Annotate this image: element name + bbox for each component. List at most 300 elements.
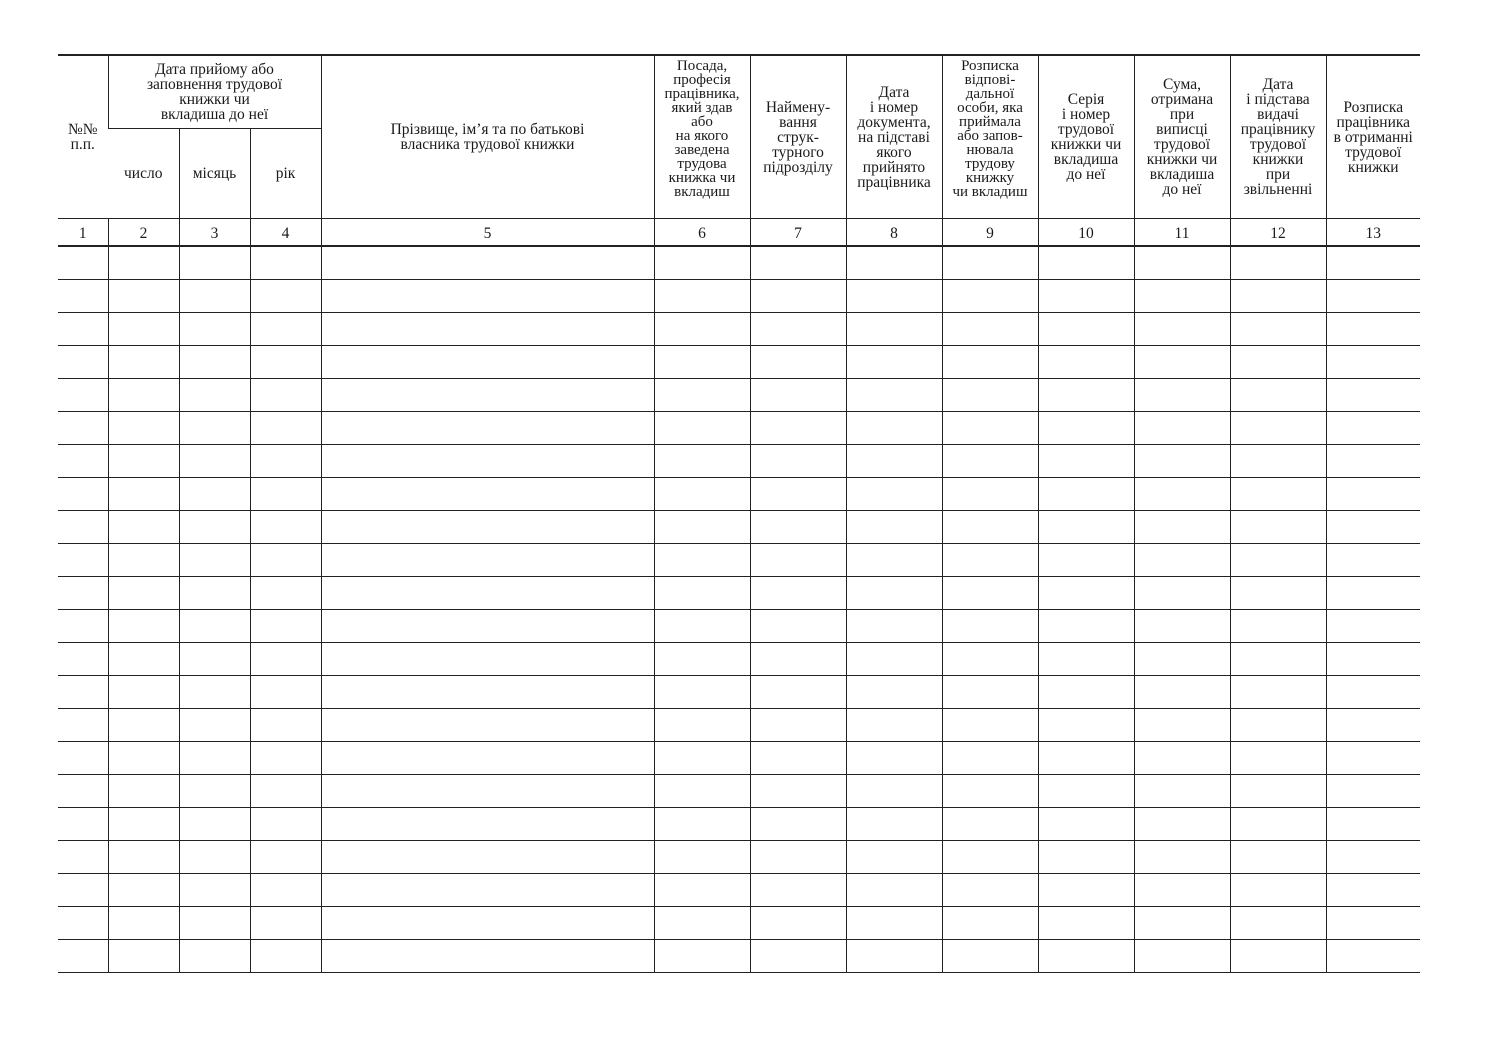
table-cell[interactable] [1038, 709, 1134, 742]
table-cell[interactable] [654, 511, 750, 544]
table-cell[interactable] [58, 544, 108, 577]
table-cell[interactable] [321, 280, 654, 313]
table-cell[interactable] [654, 676, 750, 709]
table-cell[interactable] [942, 511, 1038, 544]
table-cell[interactable] [846, 841, 942, 874]
table-cell[interactable] [108, 841, 179, 874]
table-cell[interactable] [1038, 445, 1134, 478]
table-cell[interactable] [1134, 907, 1230, 940]
table-cell[interactable] [250, 742, 321, 775]
table-cell[interactable] [654, 544, 750, 577]
table-cell[interactable] [942, 940, 1038, 973]
table-cell[interactable] [1134, 676, 1230, 709]
table-row [58, 313, 1420, 346]
table-cell[interactable] [1134, 544, 1230, 577]
table-cell[interactable] [942, 742, 1038, 775]
table-cell[interactable] [1134, 412, 1230, 445]
table-cell[interactable] [1134, 511, 1230, 544]
table-cell[interactable] [179, 246, 250, 280]
table-cell[interactable] [1230, 940, 1326, 973]
table-cell[interactable] [250, 907, 321, 940]
table-cell[interactable] [1326, 313, 1420, 346]
table-cell[interactable] [321, 246, 654, 280]
table-cell[interactable] [58, 940, 108, 973]
table-cell[interactable] [1326, 610, 1420, 643]
table-cell[interactable] [321, 412, 654, 445]
table-cell[interactable] [942, 577, 1038, 610]
table-cell[interactable] [750, 511, 846, 544]
table-cell[interactable] [1038, 808, 1134, 841]
table-cell[interactable] [1230, 412, 1326, 445]
table-cell[interactable] [654, 313, 750, 346]
table-cell[interactable] [179, 940, 250, 973]
table-cell[interactable] [321, 742, 654, 775]
table-row [58, 246, 1420, 280]
table-cell[interactable] [321, 676, 654, 709]
table-cell[interactable] [250, 610, 321, 643]
table-cell[interactable] [750, 412, 846, 445]
table-cell[interactable] [942, 313, 1038, 346]
table-cell[interactable] [250, 841, 321, 874]
table-cell[interactable] [750, 643, 846, 676]
table-cell[interactable] [108, 313, 179, 346]
table-cell[interactable] [1038, 544, 1134, 577]
table-cell[interactable] [942, 709, 1038, 742]
table-cell[interactable] [250, 874, 321, 907]
column-number: 9 [942, 219, 1038, 247]
table-cell[interactable] [1230, 907, 1326, 940]
table-cell[interactable] [179, 412, 250, 445]
table-cell[interactable] [654, 445, 750, 478]
table-cell[interactable] [654, 478, 750, 511]
table-cell[interactable] [1038, 643, 1134, 676]
table-cell[interactable] [1134, 577, 1230, 610]
table-cell[interactable] [179, 445, 250, 478]
table-cell[interactable] [179, 346, 250, 379]
table-cell[interactable] [1134, 379, 1230, 412]
table-cell[interactable] [654, 742, 750, 775]
table-cell[interactable] [58, 709, 108, 742]
table-cell[interactable] [1326, 445, 1420, 478]
table-cell[interactable] [942, 643, 1038, 676]
table-cell[interactable] [108, 544, 179, 577]
table-cell[interactable] [846, 742, 942, 775]
table-cell[interactable] [58, 610, 108, 643]
table-cell[interactable] [1038, 280, 1134, 313]
table-cell[interactable] [108, 709, 179, 742]
table-cell[interactable] [250, 478, 321, 511]
table-cell[interactable] [58, 445, 108, 478]
table-cell[interactable] [846, 610, 942, 643]
table-cell[interactable] [1230, 577, 1326, 610]
table-cell[interactable] [108, 478, 179, 511]
table-cell[interactable] [1038, 511, 1134, 544]
table-cell[interactable] [1134, 874, 1230, 907]
table-cell[interactable] [1326, 478, 1420, 511]
table-cell[interactable] [250, 544, 321, 577]
table-cell[interactable] [250, 246, 321, 280]
table-cell[interactable] [750, 676, 846, 709]
table-row [58, 940, 1420, 973]
table-cell[interactable] [1038, 841, 1134, 874]
table-cell[interactable] [321, 511, 654, 544]
table-cell[interactable] [1134, 313, 1230, 346]
table-cell[interactable] [1038, 313, 1134, 346]
table-cell[interactable] [58, 246, 108, 280]
table-cell[interactable] [108, 940, 179, 973]
table-cell[interactable] [1326, 379, 1420, 412]
table-cell[interactable] [250, 940, 321, 973]
table-cell[interactable] [1326, 246, 1420, 280]
table-cell[interactable] [108, 742, 179, 775]
table-cell[interactable] [179, 511, 250, 544]
table-cell[interactable] [321, 610, 654, 643]
table-cell[interactable] [108, 412, 179, 445]
table-cell[interactable] [750, 808, 846, 841]
table-cell[interactable] [1230, 313, 1326, 346]
table-cell[interactable] [1134, 841, 1230, 874]
table-cell[interactable] [58, 907, 108, 940]
table-cell[interactable] [250, 346, 321, 379]
table-cell[interactable] [321, 379, 654, 412]
table-cell[interactable] [1230, 478, 1326, 511]
table-cell[interactable] [846, 874, 942, 907]
table-cell[interactable] [1326, 280, 1420, 313]
table-cell[interactable] [179, 610, 250, 643]
table-cell[interactable] [179, 577, 250, 610]
table-cell[interactable] [846, 511, 942, 544]
table-cell[interactable] [250, 511, 321, 544]
table-cell[interactable] [942, 478, 1038, 511]
table-cell[interactable] [1038, 742, 1134, 775]
table-cell[interactable] [250, 643, 321, 676]
table-cell[interactable] [1038, 346, 1134, 379]
table-cell[interactable] [58, 478, 108, 511]
table-cell[interactable] [179, 676, 250, 709]
table-cell[interactable] [750, 742, 846, 775]
table-cell[interactable] [250, 577, 321, 610]
table-cell[interactable] [108, 907, 179, 940]
table-cell[interactable] [750, 280, 846, 313]
table-cell[interactable] [1038, 478, 1134, 511]
table-cell[interactable] [1326, 577, 1420, 610]
table-cell[interactable] [846, 412, 942, 445]
table-cell[interactable] [179, 808, 250, 841]
table-cell[interactable] [1134, 445, 1230, 478]
table-cell[interactable] [1230, 610, 1326, 643]
table-cell[interactable] [1230, 379, 1326, 412]
table-cell[interactable] [179, 709, 250, 742]
column-number-row [58, 219, 1420, 247]
table-cell[interactable] [750, 907, 846, 940]
table-cell[interactable] [1134, 808, 1230, 841]
table-cell[interactable] [321, 643, 654, 676]
table-cell[interactable] [750, 841, 846, 874]
table-cell[interactable] [1326, 643, 1420, 676]
table-cell[interactable] [846, 775, 942, 808]
table-cell[interactable] [179, 544, 250, 577]
table-cell[interactable] [846, 643, 942, 676]
table-cell[interactable] [942, 445, 1038, 478]
table-cell[interactable] [1038, 379, 1134, 412]
table-cell[interactable] [108, 577, 179, 610]
table-cell[interactable] [654, 940, 750, 973]
col-year-header: рік [250, 129, 321, 219]
table-cell[interactable] [846, 544, 942, 577]
table-cell[interactable] [942, 841, 1038, 874]
table-cell[interactable] [321, 907, 654, 940]
table-cell[interactable] [1134, 742, 1230, 775]
table-cell[interactable] [654, 775, 750, 808]
table-cell[interactable] [750, 544, 846, 577]
table-cell[interactable] [1038, 676, 1134, 709]
table-cell[interactable] [58, 511, 108, 544]
table-cell[interactable] [1230, 280, 1326, 313]
table-cell[interactable] [1326, 742, 1420, 775]
table-cell[interactable] [179, 874, 250, 907]
table-cell[interactable] [750, 478, 846, 511]
table-cell[interactable] [750, 610, 846, 643]
table-cell[interactable] [942, 412, 1038, 445]
table-cell[interactable] [750, 246, 846, 280]
table-cell[interactable] [846, 940, 942, 973]
table-cell[interactable] [108, 643, 179, 676]
table-cell[interactable] [250, 676, 321, 709]
table-cell[interactable] [1230, 346, 1326, 379]
table-cell[interactable] [58, 808, 108, 841]
table-cell[interactable] [654, 808, 750, 841]
table-cell[interactable] [846, 709, 942, 742]
table-cell[interactable] [1230, 841, 1326, 874]
table-cell[interactable] [846, 346, 942, 379]
table-cell[interactable] [846, 478, 942, 511]
table-cell[interactable] [1326, 544, 1420, 577]
table-cell[interactable] [846, 676, 942, 709]
table-cell[interactable] [1326, 808, 1420, 841]
table-cell[interactable] [58, 379, 108, 412]
column-number: 4 [250, 219, 321, 247]
table-cell[interactable] [321, 346, 654, 379]
table-cell[interactable] [321, 841, 654, 874]
table-cell[interactable] [654, 841, 750, 874]
table-row [58, 643, 1420, 676]
table-cell[interactable] [846, 246, 942, 280]
table-cell[interactable] [321, 709, 654, 742]
table-cell[interactable] [179, 907, 250, 940]
table-cell[interactable] [108, 346, 179, 379]
table-cell[interactable] [1230, 808, 1326, 841]
table-cell[interactable] [321, 478, 654, 511]
col-number-header: №№ п.п. [58, 55, 108, 219]
table-cell[interactable] [942, 610, 1038, 643]
table-cell[interactable] [108, 280, 179, 313]
table-cell[interactable] [179, 841, 250, 874]
table-cell[interactable] [750, 445, 846, 478]
table-cell[interactable] [750, 379, 846, 412]
table-cell[interactable] [250, 709, 321, 742]
table-cell[interactable] [1038, 907, 1134, 940]
table-cell[interactable] [846, 379, 942, 412]
table-cell[interactable] [654, 709, 750, 742]
table-cell[interactable] [942, 808, 1038, 841]
table-cell[interactable] [750, 940, 846, 973]
table-cell[interactable] [179, 379, 250, 412]
table-cell[interactable] [750, 775, 846, 808]
table-cell[interactable] [1134, 246, 1230, 280]
table-cell[interactable] [1134, 610, 1230, 643]
table-cell[interactable] [846, 313, 942, 346]
table-cell[interactable] [1230, 742, 1326, 775]
table-cell[interactable] [108, 445, 179, 478]
table-cell[interactable] [1134, 478, 1230, 511]
table-cell[interactable] [1326, 874, 1420, 907]
table-cell[interactable] [321, 940, 654, 973]
table-cell[interactable] [108, 775, 179, 808]
table-cell[interactable] [942, 676, 1038, 709]
table-cell[interactable] [750, 709, 846, 742]
table-cell[interactable] [1326, 775, 1420, 808]
table-cell[interactable] [108, 874, 179, 907]
table-cell[interactable] [1038, 940, 1134, 973]
table-cell[interactable] [1326, 907, 1420, 940]
table-cell[interactable] [58, 676, 108, 709]
table-cell[interactable] [1134, 940, 1230, 973]
table-cell[interactable] [321, 544, 654, 577]
table-cell[interactable] [1134, 280, 1230, 313]
table-cell[interactable] [654, 610, 750, 643]
table-cell[interactable] [58, 841, 108, 874]
column-number: 1 [58, 219, 108, 247]
table-cell[interactable] [58, 412, 108, 445]
table-cell[interactable] [1038, 775, 1134, 808]
table-cell[interactable] [250, 445, 321, 478]
table-cell[interactable] [654, 874, 750, 907]
table-cell[interactable] [1230, 445, 1326, 478]
table-cell[interactable] [108, 511, 179, 544]
table-cell[interactable] [654, 346, 750, 379]
table-cell[interactable] [179, 775, 250, 808]
table-cell[interactable] [750, 874, 846, 907]
table-cell[interactable] [750, 346, 846, 379]
table-cell[interactable] [1230, 874, 1326, 907]
table-cell[interactable] [1326, 676, 1420, 709]
table-cell[interactable] [179, 742, 250, 775]
table-cell[interactable] [1230, 511, 1326, 544]
table-row [58, 412, 1420, 445]
table-cell[interactable] [846, 808, 942, 841]
table-cell[interactable] [942, 379, 1038, 412]
table-cell[interactable] [654, 412, 750, 445]
table-cell[interactable] [1326, 346, 1420, 379]
table-cell[interactable] [846, 577, 942, 610]
table-cell[interactable] [846, 907, 942, 940]
table-cell[interactable] [1230, 676, 1326, 709]
table-cell[interactable] [846, 280, 942, 313]
table-cell[interactable] [179, 280, 250, 313]
table-cell[interactable] [750, 577, 846, 610]
table-cell[interactable] [654, 907, 750, 940]
table-cell[interactable] [1230, 775, 1326, 808]
table-cell[interactable] [1326, 511, 1420, 544]
table-cell[interactable] [654, 280, 750, 313]
table-cell[interactable] [250, 775, 321, 808]
table-cell[interactable] [1134, 775, 1230, 808]
table-cell[interactable] [942, 907, 1038, 940]
table-cell[interactable] [1230, 544, 1326, 577]
table-cell[interactable] [321, 808, 654, 841]
table-cell[interactable] [250, 412, 321, 445]
table-cell[interactable] [321, 445, 654, 478]
table-cell[interactable] [1134, 346, 1230, 379]
table-cell[interactable] [321, 775, 654, 808]
table-cell[interactable] [250, 379, 321, 412]
table-cell[interactable] [942, 874, 1038, 907]
table-cell[interactable] [1038, 610, 1134, 643]
table-cell[interactable] [942, 346, 1038, 379]
table-cell[interactable] [58, 775, 108, 808]
table-cell[interactable] [1326, 709, 1420, 742]
table-cell[interactable] [250, 808, 321, 841]
table-cell[interactable] [58, 346, 108, 379]
table-cell[interactable] [942, 775, 1038, 808]
table-cell[interactable] [321, 313, 654, 346]
table-cell[interactable] [1230, 246, 1326, 280]
table-row [58, 280, 1420, 313]
table-cell[interactable] [179, 643, 250, 676]
table-cell[interactable] [1038, 577, 1134, 610]
table-cell[interactable] [58, 280, 108, 313]
table-cell[interactable] [654, 643, 750, 676]
table-cell[interactable] [1230, 643, 1326, 676]
table-cell[interactable] [250, 280, 321, 313]
table-cell[interactable] [1230, 709, 1326, 742]
table-cell[interactable] [1326, 841, 1420, 874]
table-cell[interactable] [58, 874, 108, 907]
table-cell[interactable] [846, 445, 942, 478]
table-cell[interactable] [58, 577, 108, 610]
table-cell[interactable] [942, 280, 1038, 313]
table-cell[interactable] [1326, 412, 1420, 445]
table-cell[interactable] [108, 676, 179, 709]
table-cell[interactable] [321, 874, 654, 907]
table-cell[interactable] [108, 808, 179, 841]
table-cell[interactable] [654, 246, 750, 280]
table-cell[interactable] [108, 610, 179, 643]
table-cell[interactable] [1038, 874, 1134, 907]
table-cell[interactable] [654, 577, 750, 610]
table-row [58, 577, 1420, 610]
table-cell[interactable] [179, 478, 250, 511]
table-cell[interactable] [250, 313, 321, 346]
table-cell[interactable] [750, 313, 846, 346]
table-cell[interactable] [1134, 643, 1230, 676]
table-cell[interactable] [1038, 246, 1134, 280]
table-cell[interactable] [1038, 412, 1134, 445]
table-cell[interactable] [1326, 940, 1420, 973]
table-cell[interactable] [654, 379, 750, 412]
table-cell[interactable] [1134, 709, 1230, 742]
table-cell[interactable] [58, 643, 108, 676]
table-cell[interactable] [108, 246, 179, 280]
table-cell[interactable] [58, 742, 108, 775]
table-cell[interactable] [942, 246, 1038, 280]
table-cell[interactable] [942, 544, 1038, 577]
table-cell[interactable] [108, 379, 179, 412]
table-cell[interactable] [321, 577, 654, 610]
table-cell[interactable] [179, 313, 250, 346]
table-cell[interactable] [58, 313, 108, 346]
col-month-header: місяць [179, 129, 250, 219]
